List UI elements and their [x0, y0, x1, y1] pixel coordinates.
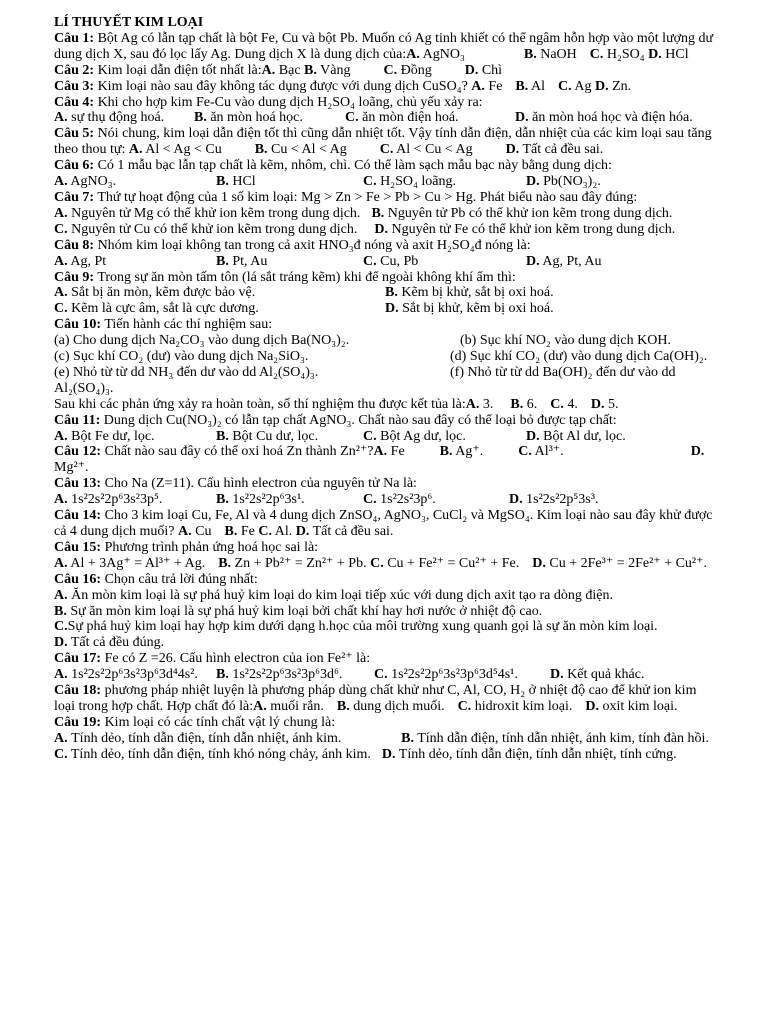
option-letter: B.: [439, 444, 453, 460]
option-a: sự thụ động hoá.: [71, 110, 165, 126]
question-6: [54, 158, 716, 174]
question-label: Câu 9:: [54, 269, 95, 285]
question-10-tail: [54, 397, 716, 413]
experiment-row: [54, 365, 716, 397]
option-letter: D.: [515, 110, 529, 126]
option-b: Sự ăn mòn kim loại là sự phá huỷ kim loại bởi chất khí hay hơi nước ở nhiệt độ cao.: [70, 603, 543, 619]
question-16: [54, 572, 716, 588]
option-b: 1s²2s²2p⁶3s²3p⁶3d⁶.: [232, 667, 343, 683]
options-row: [54, 222, 716, 238]
experiment-b: (b) Sục khí NO₂ vào dung dịch KOH.: [460, 333, 671, 349]
option-a: Nguyên tử Mg có thể khử ion kẽm trong dung dịch.: [71, 205, 361, 221]
question-label: Câu 16:: [54, 571, 102, 587]
option-b: Nguyên tử Pb có thể khử ion kẽm trong dung dịch.: [387, 205, 673, 221]
question-17: [54, 651, 716, 667]
question-text: Kim loại dẫn điện tốt nhất là:: [97, 62, 262, 78]
question-text: Kim loại có các tính chất vật lý chung là:: [104, 714, 336, 730]
option-b: 6.: [526, 396, 538, 412]
option-letter: D.: [594, 78, 609, 94]
option-c: 1s²2s²2p⁶3s²3p⁶3d⁵4s¹.: [391, 667, 518, 683]
option-letter: A.: [54, 587, 68, 603]
option-a: AgNO₃.: [70, 174, 117, 190]
option-letter: A.: [465, 396, 480, 412]
option-letter: D.: [526, 428, 540, 444]
options-row: [54, 731, 716, 747]
question-label: Câu 15:: [54, 539, 102, 555]
option-letter: A.: [54, 555, 68, 571]
option-a: Ag, Pt: [70, 253, 107, 269]
question-text: Cho 3 kim loại Cu, Fe, Al và 4 dung dịch ZnSO₄, AgNO₃, CuCl₂ và MgSO₄. Kim loại nào sau đây khử được cả 4 dung dịch muối?: [54, 508, 713, 539]
option-letter: C.: [457, 698, 472, 714]
option-letter: A.: [128, 142, 143, 158]
options-row: [54, 747, 716, 763]
option-letter: B.: [54, 603, 67, 619]
option-line: [54, 604, 716, 620]
options-row: [54, 110, 716, 126]
option-letter: D.: [532, 555, 546, 571]
option-letter: B.: [304, 62, 317, 78]
option-c: Al³⁺.: [534, 444, 564, 460]
question-7: [54, 190, 716, 206]
option-letter: B.: [216, 428, 229, 444]
option-d: Zn.: [612, 78, 632, 94]
option-letter: B.: [218, 555, 232, 571]
option-d: Ag, Pt, Au: [542, 253, 602, 269]
option-letter: D.: [464, 62, 479, 78]
option-letter: C.: [550, 396, 564, 412]
question-text: Bột Ag có lẫn tạp chất là bột Fe, Cu và bột Pb. Muốn có Ag tinh khiết có thể ngâm hỗn hợp vào một lượng dư dung dịch X, sau đó lọc lấy Ag. Dung dịch X là dung dịch của:: [54, 30, 714, 62]
option-letter: A.: [471, 78, 485, 94]
option-letter: C.: [258, 524, 272, 539]
option-letter: A.: [373, 444, 388, 460]
option-letter: D.: [590, 396, 605, 412]
options-row: [54, 301, 716, 317]
option-a: Bột Fe dư, lọc.: [71, 428, 155, 444]
option-d: Pb(NO₃)₂.: [543, 174, 601, 190]
option-a: 1s²2s²2p⁶3s²3p⁵.: [71, 492, 163, 508]
option-b: Kẽm bị khử, sắt bị oxi hoá.: [401, 285, 554, 301]
option-letter: A.: [261, 62, 276, 78]
option-letter: C.: [54, 746, 68, 762]
option-c: H₂SO₄: [606, 46, 645, 62]
question-text: Có 1 mẫu bạc lẫn tạp chất là kẽm, nhôm, chì. Có thể làm sạch mẫu bạc này bằng dung dịch:: [97, 158, 612, 174]
option-c: Al < Cu < Ag: [396, 142, 473, 158]
experiment-e: (e) Nhỏ từ từ dd NH₃ đến dư vào dd Al₂(SO₄)₃.: [54, 364, 319, 380]
question-15: [54, 540, 716, 556]
option-line: [54, 619, 716, 635]
option-letter: C.: [54, 301, 68, 317]
option-a: Fe: [390, 444, 405, 460]
question-text: Nói chung, kim loại dẫn điện tốt thì cũng dẫn nhiệt tốt. Vậy tính dẫn điện, dẫn nhiệt của các kim loại sau tăng theo thou tự:: [54, 126, 712, 158]
options-row: [54, 492, 716, 508]
question-text: Chọn câu trả lời đúng nhất:: [104, 571, 258, 587]
option-c: Cu + Fe²⁺ = Cu²⁺ + Fe.: [387, 555, 520, 571]
experiment-f: (f) Nhỏ từ từ dd Ba(OH)₂ đến dư vào dd Al₂(SO₄)₃.: [54, 364, 676, 396]
option-letter: C.: [589, 46, 604, 62]
option-c: 1s²2s²3p⁶.: [380, 492, 436, 508]
option-letter: B.: [523, 46, 537, 62]
option-d: 1s²2s²2p⁵3s³.: [526, 492, 599, 508]
option-letter: B.: [216, 253, 229, 269]
option-letter: A.: [253, 698, 267, 714]
question-2: [54, 63, 716, 79]
question-9: [54, 270, 716, 286]
option-letter: A.: [54, 492, 68, 508]
option-b: Vàng: [320, 62, 351, 78]
options-row: [54, 667, 716, 683]
question-13: [54, 476, 716, 492]
option-d: Cu + 2Fe³⁺ = 2Fe²⁺ + Cu²⁺.: [549, 555, 708, 571]
option-a: AgNO₃: [422, 46, 465, 62]
option-d: Tất cả đều đúng.: [70, 635, 165, 651]
option-a: Bạc: [278, 62, 301, 78]
question-label: Câu 11:: [54, 412, 101, 428]
option-a: Fe: [488, 78, 503, 94]
option-d: Kết quả khác.: [567, 667, 645, 683]
option-letter: C.: [54, 619, 68, 635]
option-letter: D.: [550, 667, 564, 683]
option-b: Bột Cu dư, lọc.: [232, 428, 319, 444]
option-b: ăn mòn hoá học.: [210, 110, 303, 126]
option-c: 4.: [567, 396, 578, 412]
question-8: [54, 238, 716, 254]
option-d: Sắt bị khử, kẽm bị oxi hoá.: [402, 301, 554, 317]
option-letter: C.: [383, 62, 398, 78]
option-b: Ag⁺.: [455, 444, 484, 460]
option-letter: D.: [54, 635, 68, 651]
option-c: H₂SO₄ loãng.: [380, 174, 456, 190]
option-d: Chì: [481, 62, 503, 78]
question-label: Câu 6:: [54, 158, 95, 174]
option-b: dung dịch muối.: [353, 698, 445, 714]
question-label: Câu 17:: [54, 651, 102, 667]
option-a: Ăn mòn kim loại là sự phá huỷ kim loại do kim loại tiếp xúc với dung dịch axit tạo ra dòng điện.: [71, 587, 613, 603]
option-letter: D.: [526, 174, 540, 190]
question-label: Câu 10:: [54, 317, 102, 333]
option-a: Cu: [195, 524, 212, 539]
option-letter: C.: [374, 667, 388, 683]
question-11: [54, 413, 716, 429]
options-row: [54, 254, 716, 270]
option-a: Al < Ag < Cu: [145, 142, 222, 158]
question-text: phương pháp nhiệt luyện là phương pháp dùng chất khử như C, Al, CO, H₂ ở nhiệt độ cao để khử ion kim loại trong hợp chất. Hợp chất đó là:: [54, 683, 697, 714]
option-letter: D.: [690, 444, 705, 460]
question-text: Kim loại nào sau đây không tác dụng được với dung dịch CuSO₄?: [97, 78, 468, 94]
option-a: Tính dẻo, tính dẫn điện, tính dẫn nhiệt, ánh kim.: [71, 730, 342, 746]
option-a: Sắt bị ăn mòn, kẽm được bảo vệ.: [71, 285, 256, 301]
option-a: 1s²2s²2p⁶3s²3p⁶3d⁴4s².: [71, 667, 198, 683]
question-label: Câu 7:: [54, 189, 95, 205]
options-row: [54, 206, 716, 222]
option-letter: C.: [518, 444, 532, 460]
option-letter: B.: [216, 174, 229, 190]
question-3: [54, 79, 716, 95]
option-letter: B.: [515, 78, 529, 94]
option-letter: A.: [54, 730, 68, 746]
options-row: [54, 429, 716, 445]
experiment-d: (d) Sục khí CO₂ (dư) vào dung dịch Ca(OH)₂.: [450, 349, 708, 365]
options-row: [54, 174, 716, 190]
question-label: Câu 12:: [54, 444, 102, 460]
option-letter: C.: [379, 142, 394, 158]
question-12: [54, 444, 716, 476]
option-c: Kẽm là cực âm, sắt là cực dương.: [71, 301, 259, 317]
option-letter: D.: [381, 746, 396, 762]
option-letter: C.: [345, 110, 359, 126]
option-letter: B.: [336, 698, 350, 714]
option-letter: C.: [363, 492, 377, 508]
option-letter: D.: [374, 221, 388, 237]
question-label: Câu 14:: [54, 508, 102, 524]
experiment-row: [54, 333, 716, 349]
option-d: Tất cả đều sai.: [312, 524, 394, 539]
option-d: HCl: [665, 46, 689, 62]
option-b: Zn + Pb²⁺ = Zn²⁺ + Pb.: [234, 555, 367, 571]
option-letter: B.: [216, 492, 229, 508]
option-letter: C.: [54, 221, 68, 237]
option-letter: A.: [54, 205, 68, 221]
option-b: Tính dẫn điện, tính dẫn nhiệt, ánh kim, tính đàn hồi.: [417, 730, 709, 746]
option-letter: B.: [216, 667, 229, 683]
option-c: Al.: [274, 524, 293, 539]
option-c: ăn mòn điện hoá.: [362, 110, 459, 126]
option-letter: C.: [558, 78, 572, 94]
option-line: [54, 588, 716, 604]
option-letter: C.: [363, 253, 377, 269]
option-letter: C.: [370, 555, 384, 571]
option-d: Nguyên tử Fe có thể khử ion kẽm trong dung dịch.: [391, 221, 676, 237]
option-letter: A.: [54, 667, 68, 683]
option-c: hidroxit kim loại.: [474, 698, 573, 714]
option-letter: D.: [385, 301, 399, 317]
option-d: Mg²⁺.: [54, 460, 89, 476]
option-letter: D.: [648, 46, 662, 62]
question-label: Câu 1:: [54, 30, 95, 46]
question-text: Chất nào sau đây có thể oxi hoá Zn thành Zn²⁺?: [104, 444, 374, 460]
question-18: [54, 683, 716, 715]
option-letter: D.: [585, 698, 599, 714]
option-c: Tính dẻo, tính dẫn điện, tính khó nóng chảy, ánh kim.: [70, 746, 371, 762]
option-letter: B.: [224, 524, 238, 539]
question-label: Câu 8:: [54, 237, 95, 253]
option-letter: D.: [509, 492, 523, 508]
option-d: Bột Al dư, lọc.: [543, 428, 626, 444]
question-label: Câu 4:: [54, 94, 95, 110]
option-b: Cu < Al < Ag: [271, 142, 347, 158]
question-label: Câu 5:: [54, 126, 95, 142]
option-d: Tất cả đều sai.: [522, 142, 604, 158]
option-c: Nguyên tử Cu có thể khử ion kẽm trong dung dịch.: [71, 221, 358, 237]
option-letter: B.: [510, 396, 524, 412]
experiment-c: (c) Sục khí CO₂ (dư) vào dung dịch Na₂SiO₃.: [54, 349, 309, 365]
options-row: [54, 285, 716, 301]
experiment-a: (a) Cho dung dịch Na₂CO₃ vào dung dịch Ba(NO₃)₂.: [54, 333, 350, 349]
option-letter: A.: [54, 253, 68, 269]
option-letter: A.: [406, 46, 420, 62]
question-text: Trong sự ăn mòn tấm tôn (lá sắt tráng kẽm) khi để ngoài không khí ẩm thì:: [97, 269, 516, 285]
question-label: Câu 19:: [54, 714, 102, 730]
page-title: LÍ THUYẾT KIM LOẠI: [54, 15, 204, 30]
option-letter: A.: [178, 524, 192, 539]
option-letter: B.: [401, 730, 414, 746]
option-a: Al + 3Ag⁺ = Al³⁺ + Ag.: [70, 555, 206, 571]
option-letter: A.: [54, 174, 68, 190]
option-c: Ag: [574, 78, 592, 94]
options-row: [54, 556, 716, 572]
question-text: Nhóm kim loại không tan trong cả axit HNO₃đ nóng và axit H₂SO₄đ nóng là:: [97, 237, 531, 253]
option-c: Đồng: [400, 62, 432, 78]
question-4: [54, 95, 716, 111]
question-text: Tiến hành các thí nghiệm sau:: [104, 317, 273, 333]
question-text: Phương trình phản ứng hoá học sai là:: [104, 539, 319, 555]
option-letter: D.: [295, 524, 310, 539]
option-b: NaOH: [540, 46, 577, 62]
option-letter: D.: [526, 253, 540, 269]
question-label: Câu 18:: [54, 683, 102, 699]
question-14: [54, 508, 716, 540]
question-text: Cho Na (Z=11). Cấu hình electron của nguyên tử Na là:: [104, 476, 417, 492]
option-letter: A.: [54, 110, 68, 126]
option-d: Tính dẻo, tính dẫn điện, tính dẫn nhiệt, tính cứng.: [398, 746, 677, 762]
option-letter: A.: [54, 285, 68, 301]
question-10: [54, 317, 716, 333]
question-text: Dung dịch Cu(NO₃)₂ có lẫn tạp chất AgNO₃. Chất nào sau đây có thể loại bỏ được tạp chất:: [103, 412, 617, 428]
question-19: [54, 715, 716, 731]
option-letter: A.: [54, 428, 68, 444]
option-letter: D.: [505, 142, 520, 158]
option-b: Pt, Au: [232, 253, 268, 269]
option-letter: B.: [254, 142, 268, 158]
option-letter: B.: [371, 205, 385, 221]
question-text: Thứ tự hoạt động của 1 số kim loại: Mg > Zn > Fe > Pb > Cu > Hg. Phát biểu nào sau đây đúng:: [97, 189, 638, 205]
option-b: Al: [531, 78, 545, 94]
option-c: Cu, Pb: [380, 253, 419, 269]
option-b: Fe: [240, 524, 255, 539]
option-b: HCl: [232, 174, 256, 190]
option-d: ăn mòn hoá học và điện hóa.: [532, 110, 693, 126]
question-5: [54, 126, 716, 158]
option-c: Sự phá huỷ kim loại hay hợp kim dưới dạng h.học của môi trường xung quanh gọi là sự ăn mòn kim loại.: [67, 619, 658, 635]
option-line: [54, 635, 716, 651]
option-letter: C.: [363, 428, 377, 444]
question-text: Khi cho hợp kim Fe-Cu vào dung dịch H₂SO₄ loãng, chủ yếu xảy ra:: [97, 94, 483, 110]
option-letter: C.: [363, 174, 377, 190]
experiment-row: [54, 349, 716, 365]
question-label: Câu 2:: [54, 62, 95, 78]
option-d: oxit kim loại.: [602, 698, 678, 714]
question-label: Câu 13:: [54, 476, 102, 492]
question-text: Fe có Z =26. Cấu hình electron của ion Fe²⁺ là:: [104, 651, 371, 667]
option-letter: B.: [194, 110, 207, 126]
option-b: 1s²2s²2p⁶3s¹.: [232, 492, 305, 508]
question-1: [54, 31, 716, 63]
option-a: muối rắn.: [270, 698, 324, 714]
option-d: 5.: [607, 396, 619, 412]
option-letter: B.: [385, 285, 398, 301]
option-a: 3.: [482, 396, 494, 412]
question-text: Sau khi các phản ứng xảy ra hoàn toàn, số thí nghiệm thu được kết tủa là:: [54, 396, 466, 412]
option-c: Bột Ag dư, lọc.: [380, 428, 466, 444]
question-label: Câu 3:: [54, 78, 95, 94]
